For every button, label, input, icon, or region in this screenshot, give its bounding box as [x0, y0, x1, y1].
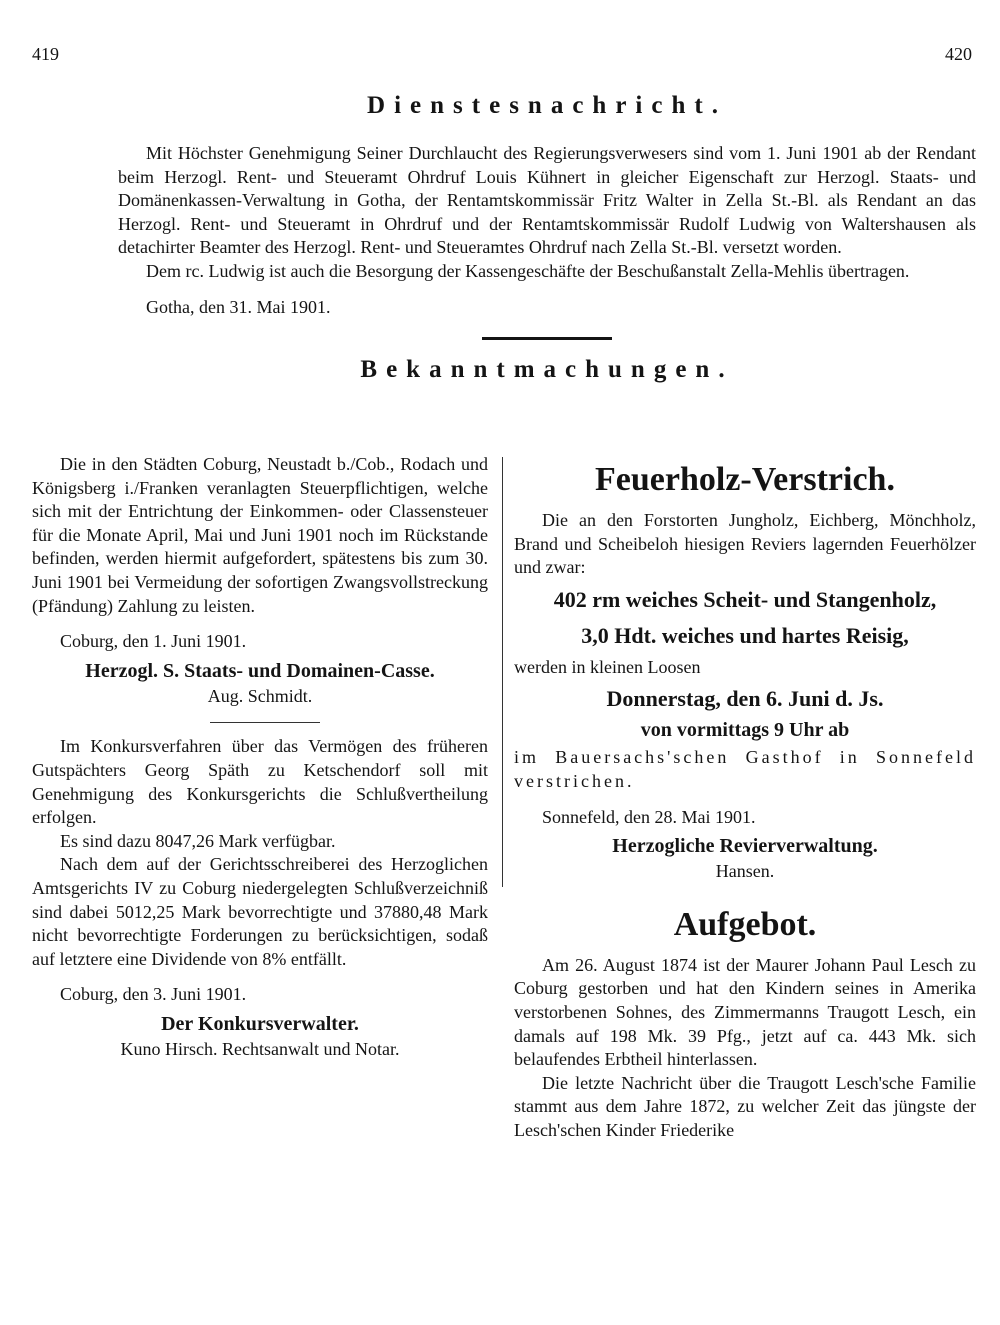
dienst-paragraph-1: Mit Höchster Genehmigung Seiner Durchlaucht des Regierungsverwesers sind vom 1. Juni 1901 ab der Rendant beim Herzogl. Rent- und Steueramt Ohrdruf Louis Kühnert in gleicher Eigenschaft zur Herzogl. Staats- und Domänenkassen-Verwaltung in Gotha, der Rentamtskommissär Fritz Walter in Zella St.-Bl. als Rendant an das Herzogl. Rent- und Steueramt in Ohrdruf und der Rentamtskommissär Rudolf Ludwig von Waltershausen als detachirter Beamter des Herzogl. Rent- und Steueramtes Ohrdruf nach Zella St.-Bl. versetzt worden.: [118, 143, 976, 258]
feuer-line-2: 3,0 Hdt. weiches und hartes Reisig,: [581, 622, 909, 648]
feuer-time: von vormittags 9 Uhr ab: [640, 719, 850, 742]
column-divider: [502, 457, 503, 887]
feuer-loose: werden in kleinen Loosen: [514, 656, 701, 677]
feuer-title: Feuerholz-Verstrich.: [595, 461, 895, 498]
left-rule: [210, 722, 320, 723]
steuer-name: Aug. Schmidt.: [207, 685, 313, 706]
konkurs-name: Kuno Hirsch. Rechtsanwalt und Notar.: [120, 1038, 400, 1059]
feuer-paragraph: Die an den Forstorten Jungholz, Eichberg, Mönchholz, Brand und Scheibeloh hiesigen Reviers lagernden Feuerhölzer und zwar:: [514, 510, 976, 578]
feuer-day: Donnerstag, den 6. Juni d. Js.: [606, 686, 884, 712]
dienst-date: Gotha, den 31. Mai 1901.: [146, 296, 331, 317]
konkurs-paragraph-2: Es sind dazu 8047,26 Mark verfügbar.: [60, 830, 336, 851]
steuer-paragraph: Die in den Städten Coburg, Neustadt b./Cob., Rodach und Königsberg i./Franken veranlagten Steuerpflichtigen, welche sich mit der Entrichtung der Einkommen- oder Classensteuer für die Monate April, Mai und Juni 1901 noch im Rückstande befinden, werden hiermit aufgefordert, spätestens bis zum 30. Juni 1901 bei Vermeidung der sofortigen Zwangsvollstreckung (Pfändung) Zahlung zu leisten.: [32, 454, 488, 616]
konkurs-paragraph-3: Nach dem auf der Gerichtsschreiberei des Herzoglichen Amtsgerichts IV zu Coburg niedergelegten Schlußverzeichniß sind dabei 5012,25 Mark bevorrechtigte und 37880,48 Mark nicht bevorrechtigte Forderungen zu berücksichtigen, sodaß auf letztere eine Dividende von 8% entfällt.: [32, 854, 488, 969]
konkurs-signature: Der Konkursverwalter.: [161, 1012, 359, 1035]
aufgebot-paragraph-1: Am 26. August 1874 ist der Maurer Johann Paul Lesch zu Coburg gestorben und hat den Kindern seines in Amerika verstorbenen Sohnes, des Zimmermanns Traugott Lesch, ein damals auf 198 Mk. 39 Pfg., jetzt auf ca. 443 Mk. sich belaufendes Erbtheil hinterlassen.: [514, 954, 976, 1070]
aufgebot-paragraph-2: Die letzte Nachricht über die Traugott Lesch'sche Familie stammt aus dem Jahre 1872, zu welcher Zeit das jüngste der Lesch'schen Kinder Friederike: [514, 1072, 976, 1140]
bekannt-title: Bekanntmachungen.: [360, 356, 734, 384]
dienst-paragraph-2: Dem rc. Ludwig ist auch die Besorgung der Kassengeschäfte der Beschußanstalt Zella-Mehlis übertragen.: [146, 260, 910, 281]
feuer-date: Sonnefeld, den 28. Mai 1901.: [542, 806, 756, 827]
section-rule: [482, 337, 612, 340]
right-column: [514, 453, 976, 1143]
feuer-place: im Bauersachs'schen Gasthof in Sonnefeld verstrichen.: [514, 747, 976, 791]
feuer-line-1: 402 rm weiches Scheit- und Stangenholz,: [553, 586, 937, 612]
steuer-date: Coburg, den 1. Juni 1901.: [60, 631, 247, 652]
konkurs-paragraph-1: Im Konkursverfahren über das Vermögen des früheren Gutspächters Georg Späth zu Ketschendorf soll mit Genehmigung des Konkursgerichts die Schlußvertheilung erfolgen.: [32, 736, 488, 828]
top-section: [118, 92, 976, 384]
feuer-signature: Herzogliche Revierverwaltung.: [612, 835, 878, 858]
steuer-signature: Herzogl. S. Staats- und Domainen-Casse.: [85, 659, 435, 682]
page-number-left: 419: [32, 44, 59, 64]
two-column-body: [32, 453, 976, 1213]
konkurs-date: Coburg, den 3. Juni 1901.: [60, 984, 247, 1005]
dienst-title: Dienstesnachricht.: [367, 92, 727, 119]
feuer-name: Hansen.: [715, 861, 775, 882]
aufgebot-title: Aufgebot.: [673, 905, 817, 943]
page-number-right: 420: [945, 44, 972, 64]
left-column: [32, 453, 488, 1061]
